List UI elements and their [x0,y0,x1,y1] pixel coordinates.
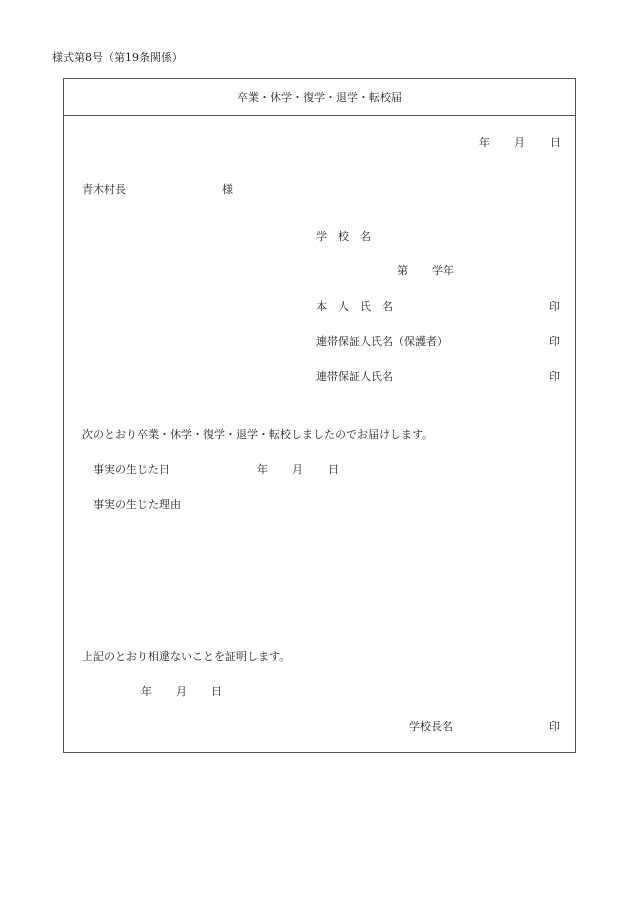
certification-text: 上記のとおり相違ないことを証明します。 [82,650,291,663]
occurrence-reason-label: 事実の生じた理由 [93,498,181,511]
occurrence-month-label: 月 [292,463,303,476]
occurrence-day-label: 日 [328,463,339,476]
guarantor-guardian-label: 連帯保証人氏名（保護者） [316,335,448,348]
date-month-label: 月 [514,136,525,149]
certification-year-label: 年 [141,685,152,698]
guarantor-seal: 印 [549,370,560,383]
notification-text: 次のとおり卒業・休学・復学・退学・転校しましたのでお届けします。 [82,428,434,441]
grade-suffix: 学年 [432,264,454,277]
grade-prefix: 第 [397,264,408,277]
certification-day-label: 日 [211,685,222,698]
form-title-row [64,79,575,116]
addressee-honorific: 様 [222,183,233,196]
certification-month-label: 月 [176,685,187,698]
guarantor-label: 連帯保証人氏名 [316,370,393,383]
principal-name-label: 学校長名 [409,720,453,733]
principal-seal: 印 [549,720,560,733]
school-name-label: 学 校 名 [316,230,371,243]
date-day-label: 日 [550,136,561,149]
addressee-mayor: 青木村長 [82,183,126,196]
guarantor-guardian-seal: 印 [549,335,560,348]
occurrence-date-label: 事実の生じた日 [93,463,170,476]
person-seal: 印 [549,300,560,313]
date-year-label: 年 [479,136,490,149]
form-number: 様式第8号（第19条関係） [52,51,183,64]
occurrence-year-label: 年 [257,463,268,476]
form-title: 卒業・休学・復学・退学・転校届 [237,91,402,104]
person-name-label: 本 人 氏 名 [316,300,393,313]
